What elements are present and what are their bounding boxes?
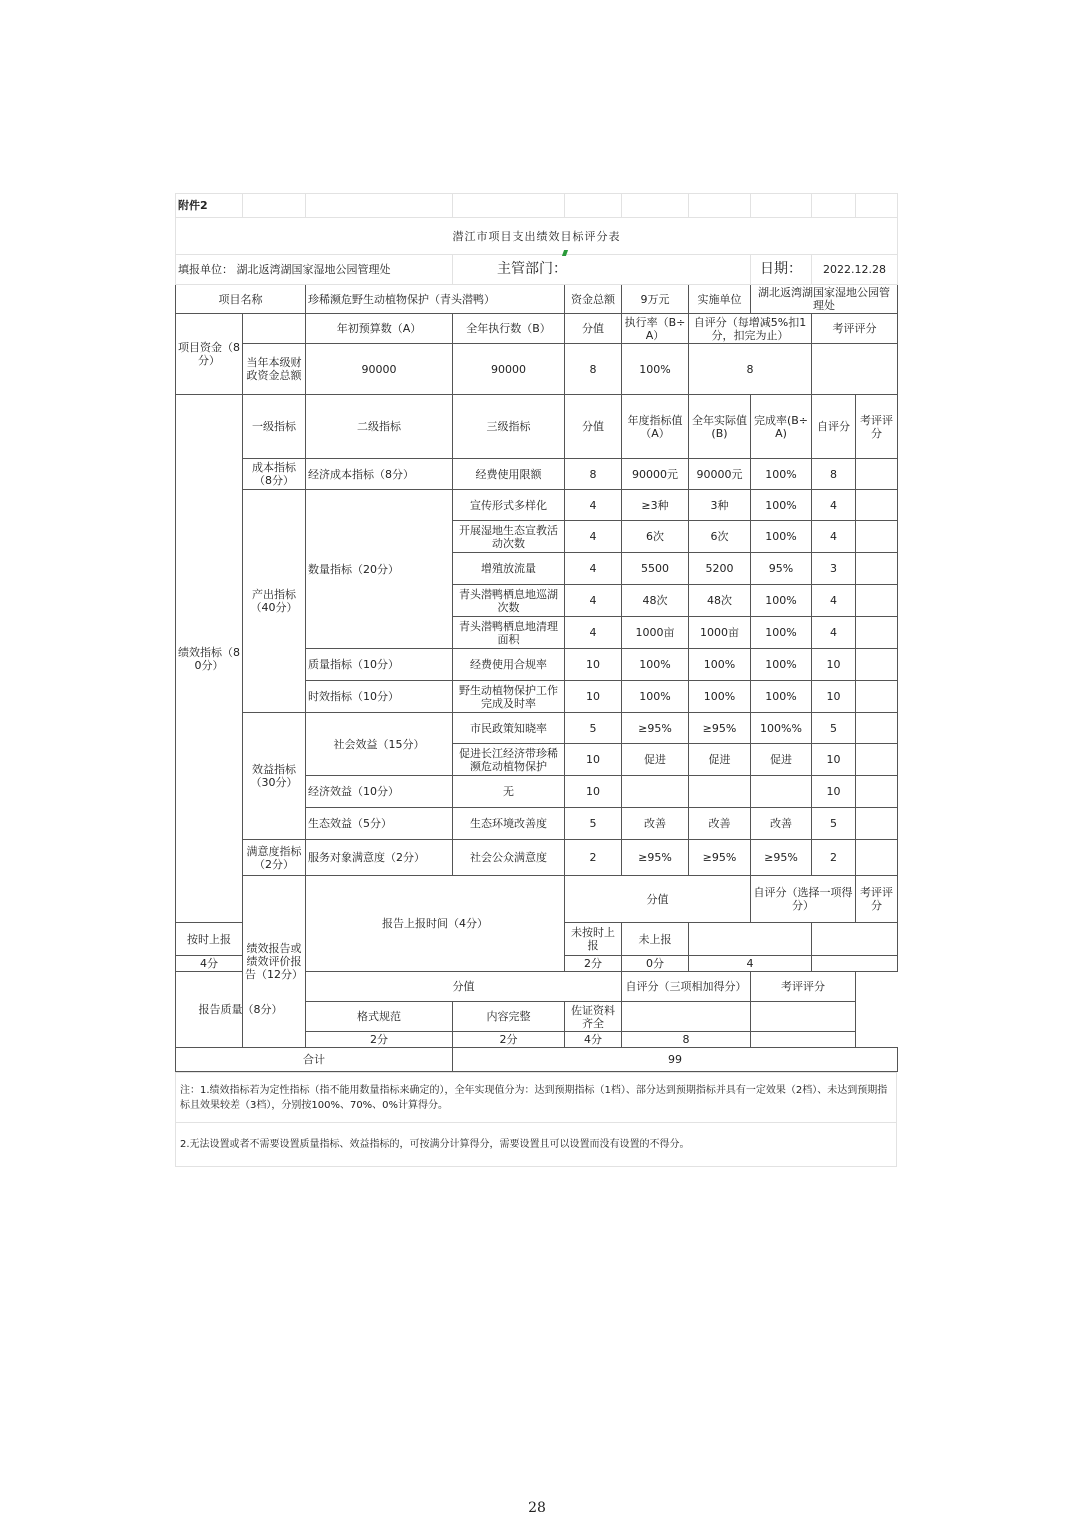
- row-score: 4: [565, 585, 622, 617]
- impl-unit-value: 湖北返湾湖国家湿地公园管理处: [751, 285, 898, 314]
- row-target: 48次: [622, 585, 689, 617]
- row-l3: 青头潜鸭栖息地清理面积: [453, 617, 565, 649]
- row-self: 2: [812, 840, 856, 876]
- row-review: [856, 681, 898, 713]
- total-funds-value: 9万元: [622, 285, 689, 314]
- report-time-self-header: 自评分（选择一项得分）: [751, 876, 856, 923]
- funds-review: [812, 344, 898, 395]
- evidence-label: 佐证资料齐全: [565, 1002, 622, 1032]
- table-row: [176, 840, 898, 876]
- row-review: [856, 490, 898, 521]
- table-row: [176, 490, 898, 521]
- unit-value: 湖北返湾湖国家湿地公园管理处: [236, 263, 391, 276]
- row-target: ≥95%: [622, 840, 689, 876]
- row-review: [856, 713, 898, 744]
- row-rate: 100%: [751, 649, 812, 681]
- row-l3: 市民政策知晓率: [453, 713, 565, 744]
- row-l3: 野生动植物保护工作完成及时率: [453, 681, 565, 713]
- row-score: 4: [565, 490, 622, 521]
- row-review: [856, 521, 898, 553]
- row-self: 4: [812, 585, 856, 617]
- row-target: 6次: [622, 521, 689, 553]
- row-score: 10: [565, 744, 622, 776]
- evaluation-sheet: [175, 193, 897, 1167]
- cost-l1: 成本指标（8分）: [243, 459, 306, 490]
- report-quality-score-header: 分值: [306, 972, 622, 1002]
- row-l3: 经费使用限额: [453, 459, 565, 490]
- note-2: 2.无法设置或者不需要设置质量指标、效益指标的，可按满分计算得分，需要设置且可以设置而没有设置的不得分。: [176, 1123, 897, 1167]
- table-row: [176, 459, 898, 490]
- row-rate: 100%: [751, 521, 812, 553]
- row-target: 5500: [622, 553, 689, 585]
- content-points: 2分: [453, 1032, 565, 1048]
- row-self: 5: [812, 808, 856, 840]
- row-review: [856, 808, 898, 840]
- funds-review-header: 考评评分: [812, 314, 898, 344]
- row-score: 5: [565, 808, 622, 840]
- row-self: 5: [812, 713, 856, 744]
- funds-budget: 90000: [306, 344, 453, 395]
- row-self: 10: [812, 744, 856, 776]
- quality-l2: 质量指标（10分）: [306, 649, 453, 681]
- perf-score-header: 分值: [565, 395, 622, 459]
- row-target: ≥3种: [622, 490, 689, 521]
- row-self: 8: [812, 459, 856, 490]
- row-actual: 100%: [689, 681, 751, 713]
- row-self: 4: [812, 521, 856, 553]
- row-review: [856, 617, 898, 649]
- row-target: 100%: [622, 681, 689, 713]
- reporting-unit: [176, 255, 453, 285]
- format-points: 2分: [306, 1032, 453, 1048]
- page-title: 潜江市项目支出绩效目标评分表: [176, 218, 898, 255]
- supervising-dept: [453, 255, 751, 285]
- funds-label: 项目资金（8分）: [176, 314, 243, 395]
- row-target: ≥95%: [622, 713, 689, 744]
- row-rate: 100%: [751, 617, 812, 649]
- total-value: 99: [453, 1048, 898, 1072]
- project-name-label: 项目名称: [176, 285, 306, 314]
- content-label: 内容完整: [453, 1002, 565, 1032]
- row-actual: 6次: [689, 521, 751, 553]
- row-actual: 100%: [689, 649, 751, 681]
- project-name-value: 珍稀濒危野生动植物保护（青头潜鸭）: [306, 285, 565, 314]
- row-score: 10: [565, 649, 622, 681]
- row-l3: 青头潜鸭栖息地巡湖次数: [453, 585, 565, 617]
- row-rate: 100%: [751, 585, 812, 617]
- time-l2: 时效指标（10分）: [306, 681, 453, 713]
- not-reported-points: 0分: [622, 956, 689, 972]
- row-actual: ≥95%: [689, 713, 751, 744]
- attachment-label: 附件2: [176, 194, 243, 218]
- row-l3: 促进长江经济带珍稀濒危动植物保护: [453, 744, 565, 776]
- row-self: 4: [812, 490, 856, 521]
- row-review: [856, 585, 898, 617]
- report-label: 绩效报告或绩效评价报告（12分）: [243, 876, 306, 1048]
- row-review: [856, 649, 898, 681]
- row-actual: 促进: [689, 744, 751, 776]
- qty-l2: 数量指标（20分）: [306, 490, 453, 649]
- date-label: 日期：: [751, 255, 812, 285]
- report-time-self: 4: [689, 956, 812, 972]
- row-actual: 改善: [689, 808, 751, 840]
- late-points: 2分: [565, 956, 622, 972]
- row-actual: 3种: [689, 490, 751, 521]
- on-time-points: 4分: [176, 956, 243, 972]
- row-target: 1000亩: [622, 617, 689, 649]
- row-actual: 1000亩: [689, 617, 751, 649]
- row-actual: [689, 776, 751, 808]
- evidence-points: 4分: [565, 1032, 622, 1048]
- row-actual: 5200: [689, 553, 751, 585]
- page-number: 28: [528, 1500, 546, 1516]
- row-score: 2: [565, 840, 622, 876]
- social-l2: 社会效益（15分）: [306, 713, 453, 776]
- row-score: 10: [565, 776, 622, 808]
- impl-unit-label: 实施单位: [689, 285, 751, 314]
- row-rate: 100%: [751, 459, 812, 490]
- perf-l1-header: 一级指标: [243, 395, 306, 459]
- row-l3: 增殖放流量: [453, 553, 565, 585]
- perf-review-header: 考评评分: [856, 395, 898, 459]
- row-target: [622, 776, 689, 808]
- row-target: 改善: [622, 808, 689, 840]
- econ-l2: 经济效益（10分）: [306, 776, 453, 808]
- date-value: 2022.12.28: [812, 255, 898, 285]
- funds-rate-header: 执行率（B÷A）: [622, 314, 689, 344]
- evaluation-table: [175, 193, 898, 1072]
- row-score: 5: [565, 713, 622, 744]
- row-l3: 生态环境改善度: [453, 808, 565, 840]
- total-label: 合计: [176, 1048, 453, 1072]
- row-review: [856, 840, 898, 876]
- perf-l3-header: 三级指标: [453, 395, 565, 459]
- report-quality-review-header: 考评评分: [751, 972, 856, 1002]
- row-actual: ≥95%: [689, 840, 751, 876]
- sat-l2: 服务对象满意度（2分）: [306, 840, 453, 876]
- row-score: 4: [565, 521, 622, 553]
- row-target: 90000元: [622, 459, 689, 490]
- row-self: 10: [812, 776, 856, 808]
- sat-l1: 满意度指标（2分）: [243, 840, 306, 876]
- cost-l2: 经济成本指标（8分）: [306, 459, 453, 490]
- funds-rate: 100%: [622, 344, 689, 395]
- format-label: 格式规范: [306, 1002, 453, 1032]
- total-funds-label: 资金总额: [565, 285, 622, 314]
- row-rate: 95%: [751, 553, 812, 585]
- note-1: 注：1.绩效指标若为定性指标（指不能用数量指标来确定的），全年实现值分为：达到预期指标（1档）、部分达到预期指标并具有一定效果（2档）、未达到预期指标且效果较差（3档），分别按100%、70%、0%计算得分。: [176, 1073, 897, 1123]
- row-l3: 无: [453, 776, 565, 808]
- row-self: 3: [812, 553, 856, 585]
- row-rate: [751, 776, 812, 808]
- row-rate: 100%%: [751, 713, 812, 744]
- row-l3: 宣传形式多样化: [453, 490, 565, 521]
- row-review: [856, 459, 898, 490]
- unit-label: 填报单位：: [178, 263, 233, 276]
- perf-l2-header: 二级指标: [306, 395, 453, 459]
- row-l3: 经费使用合规率: [453, 649, 565, 681]
- eco-l2: 生态效益（5分）: [306, 808, 453, 840]
- funds-row-label: 当年本级财政资金总额: [243, 344, 306, 395]
- row-rate: 100%: [751, 490, 812, 521]
- row-target: 100%: [622, 649, 689, 681]
- row-rate: 改善: [751, 808, 812, 840]
- row-score: 10: [565, 681, 622, 713]
- report-time-label: 报告上报时间（4分）: [306, 876, 565, 972]
- output-l1: 产出指标（40分）: [243, 490, 306, 713]
- late-label: 未按时上报: [565, 923, 622, 956]
- row-actual: 90000元: [689, 459, 751, 490]
- row-self: 4: [812, 617, 856, 649]
- dept-label: 主管部门：: [497, 261, 567, 277]
- row-l3: 开展湿地生态宣教活动次数: [453, 521, 565, 553]
- perf-self-header: 自评分: [812, 395, 856, 459]
- report-time-review-header: 考评评分: [856, 876, 898, 923]
- report-quality-label: 报告质量（8分）: [176, 972, 306, 1048]
- row-score: 8: [565, 459, 622, 490]
- perf-rate-header: 完成率(B÷A): [751, 395, 812, 459]
- row-self: 10: [812, 649, 856, 681]
- funds-score: 8: [565, 344, 622, 395]
- funds-budget-header: 年初预算数（A）: [306, 314, 453, 344]
- report-time-score-header: 分值: [565, 876, 751, 923]
- perf-target-header: 年度指标值（A）: [622, 395, 689, 459]
- funds-exec-header: 全年执行数（B）: [453, 314, 565, 344]
- funds-self: 8: [689, 344, 812, 395]
- funds-self-header: 自评分（每增减5%扣1分，扣完为止）: [689, 314, 812, 344]
- table-row: [176, 713, 898, 744]
- row-actual: 48次: [689, 585, 751, 617]
- row-review: [856, 553, 898, 585]
- row-score: 4: [565, 553, 622, 585]
- not-reported-label: 未上报: [622, 923, 689, 956]
- report-quality-self: 8: [622, 1032, 751, 1048]
- on-time-label: 按时上报: [176, 923, 243, 956]
- row-score: 4: [565, 617, 622, 649]
- perf-label: 绩效指标（80分）: [176, 395, 243, 923]
- perf-actual-header: 全年实际值(B): [689, 395, 751, 459]
- funds-exec: 90000: [453, 344, 565, 395]
- row-l3: 社会公众满意度: [453, 840, 565, 876]
- funds-score-header: 分值: [565, 314, 622, 344]
- row-rate: ≥95%: [751, 840, 812, 876]
- notes-table: [175, 1072, 897, 1167]
- row-self: 10: [812, 681, 856, 713]
- row-rate: 促进: [751, 744, 812, 776]
- row-target: 促进: [622, 744, 689, 776]
- row-rate: 100%: [751, 681, 812, 713]
- row-review: [856, 744, 898, 776]
- report-quality-self-header: 自评分（三项相加得分）: [622, 972, 751, 1002]
- benefit-l1: 效益指标（30分）: [243, 713, 306, 840]
- row-review: [856, 776, 898, 808]
